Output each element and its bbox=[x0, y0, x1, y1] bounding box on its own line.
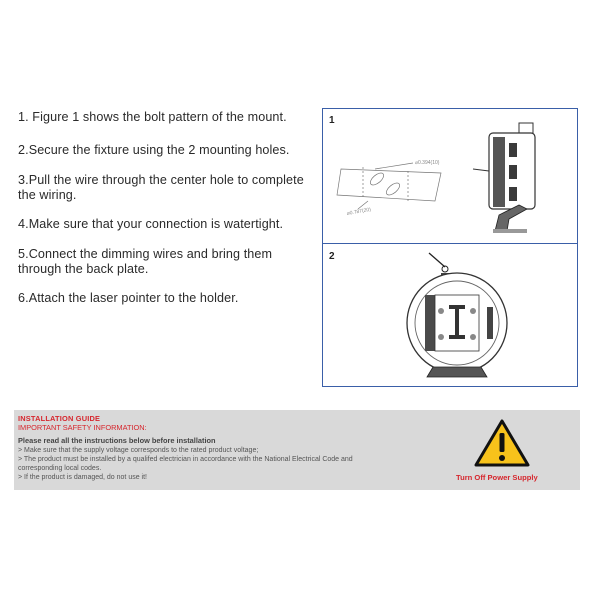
fixture-rear-view-drawing bbox=[407, 253, 507, 377]
step-4: 4.Make sure that your connection is watertight. bbox=[18, 217, 284, 231]
fixture-side-view-drawing bbox=[473, 123, 535, 233]
dimension-b: ⌀0.787(20) bbox=[346, 206, 372, 217]
guide-line-voltage: > Make sure that the supply voltage corresponds to the rated product voltage; bbox=[18, 447, 259, 454]
step-2: 2.Secure the fixture using the 2 mounting holes. bbox=[18, 143, 290, 157]
guide-title: INSTALLATION GUIDE bbox=[18, 414, 101, 423]
figure-1-number: 1 bbox=[329, 115, 335, 126]
installation-steps bbox=[18, 110, 318, 321]
guide-subtitle: IMPORTANT SAFETY INFORMATION: bbox=[18, 423, 147, 432]
step-6: 6.Attach the laser pointer to the holder. bbox=[18, 291, 239, 305]
figure-drawings bbox=[323, 109, 579, 388]
guide-line-electrician: > The product must be installed by a qualifed electrician in accordance with the National Electrical Code and corresponding local codes. bbox=[18, 456, 353, 472]
figure-2-number: 2 bbox=[329, 251, 335, 262]
step-3: 3.Pull the wire through the center hole to complete the wiring. bbox=[18, 172, 304, 202]
step-5: 5.Connect the dimming wires and bring them through the back plate. bbox=[18, 246, 273, 276]
guide-line-damaged: > If the product is damaged, do not use it! bbox=[18, 474, 147, 481]
turn-off-power-label: Turn Off Power Supply bbox=[456, 473, 538, 482]
bolt-pattern-plate-drawing bbox=[337, 163, 441, 209]
guide-instruction: Please read all the instructions below before installation bbox=[18, 436, 216, 445]
dimension-a: ⌀0.394(10) bbox=[415, 160, 440, 166]
step-1: 1. Figure 1 shows the bolt pattern of the mount. bbox=[18, 110, 287, 124]
figure-box bbox=[322, 108, 578, 387]
warning-icon bbox=[473, 418, 531, 468]
